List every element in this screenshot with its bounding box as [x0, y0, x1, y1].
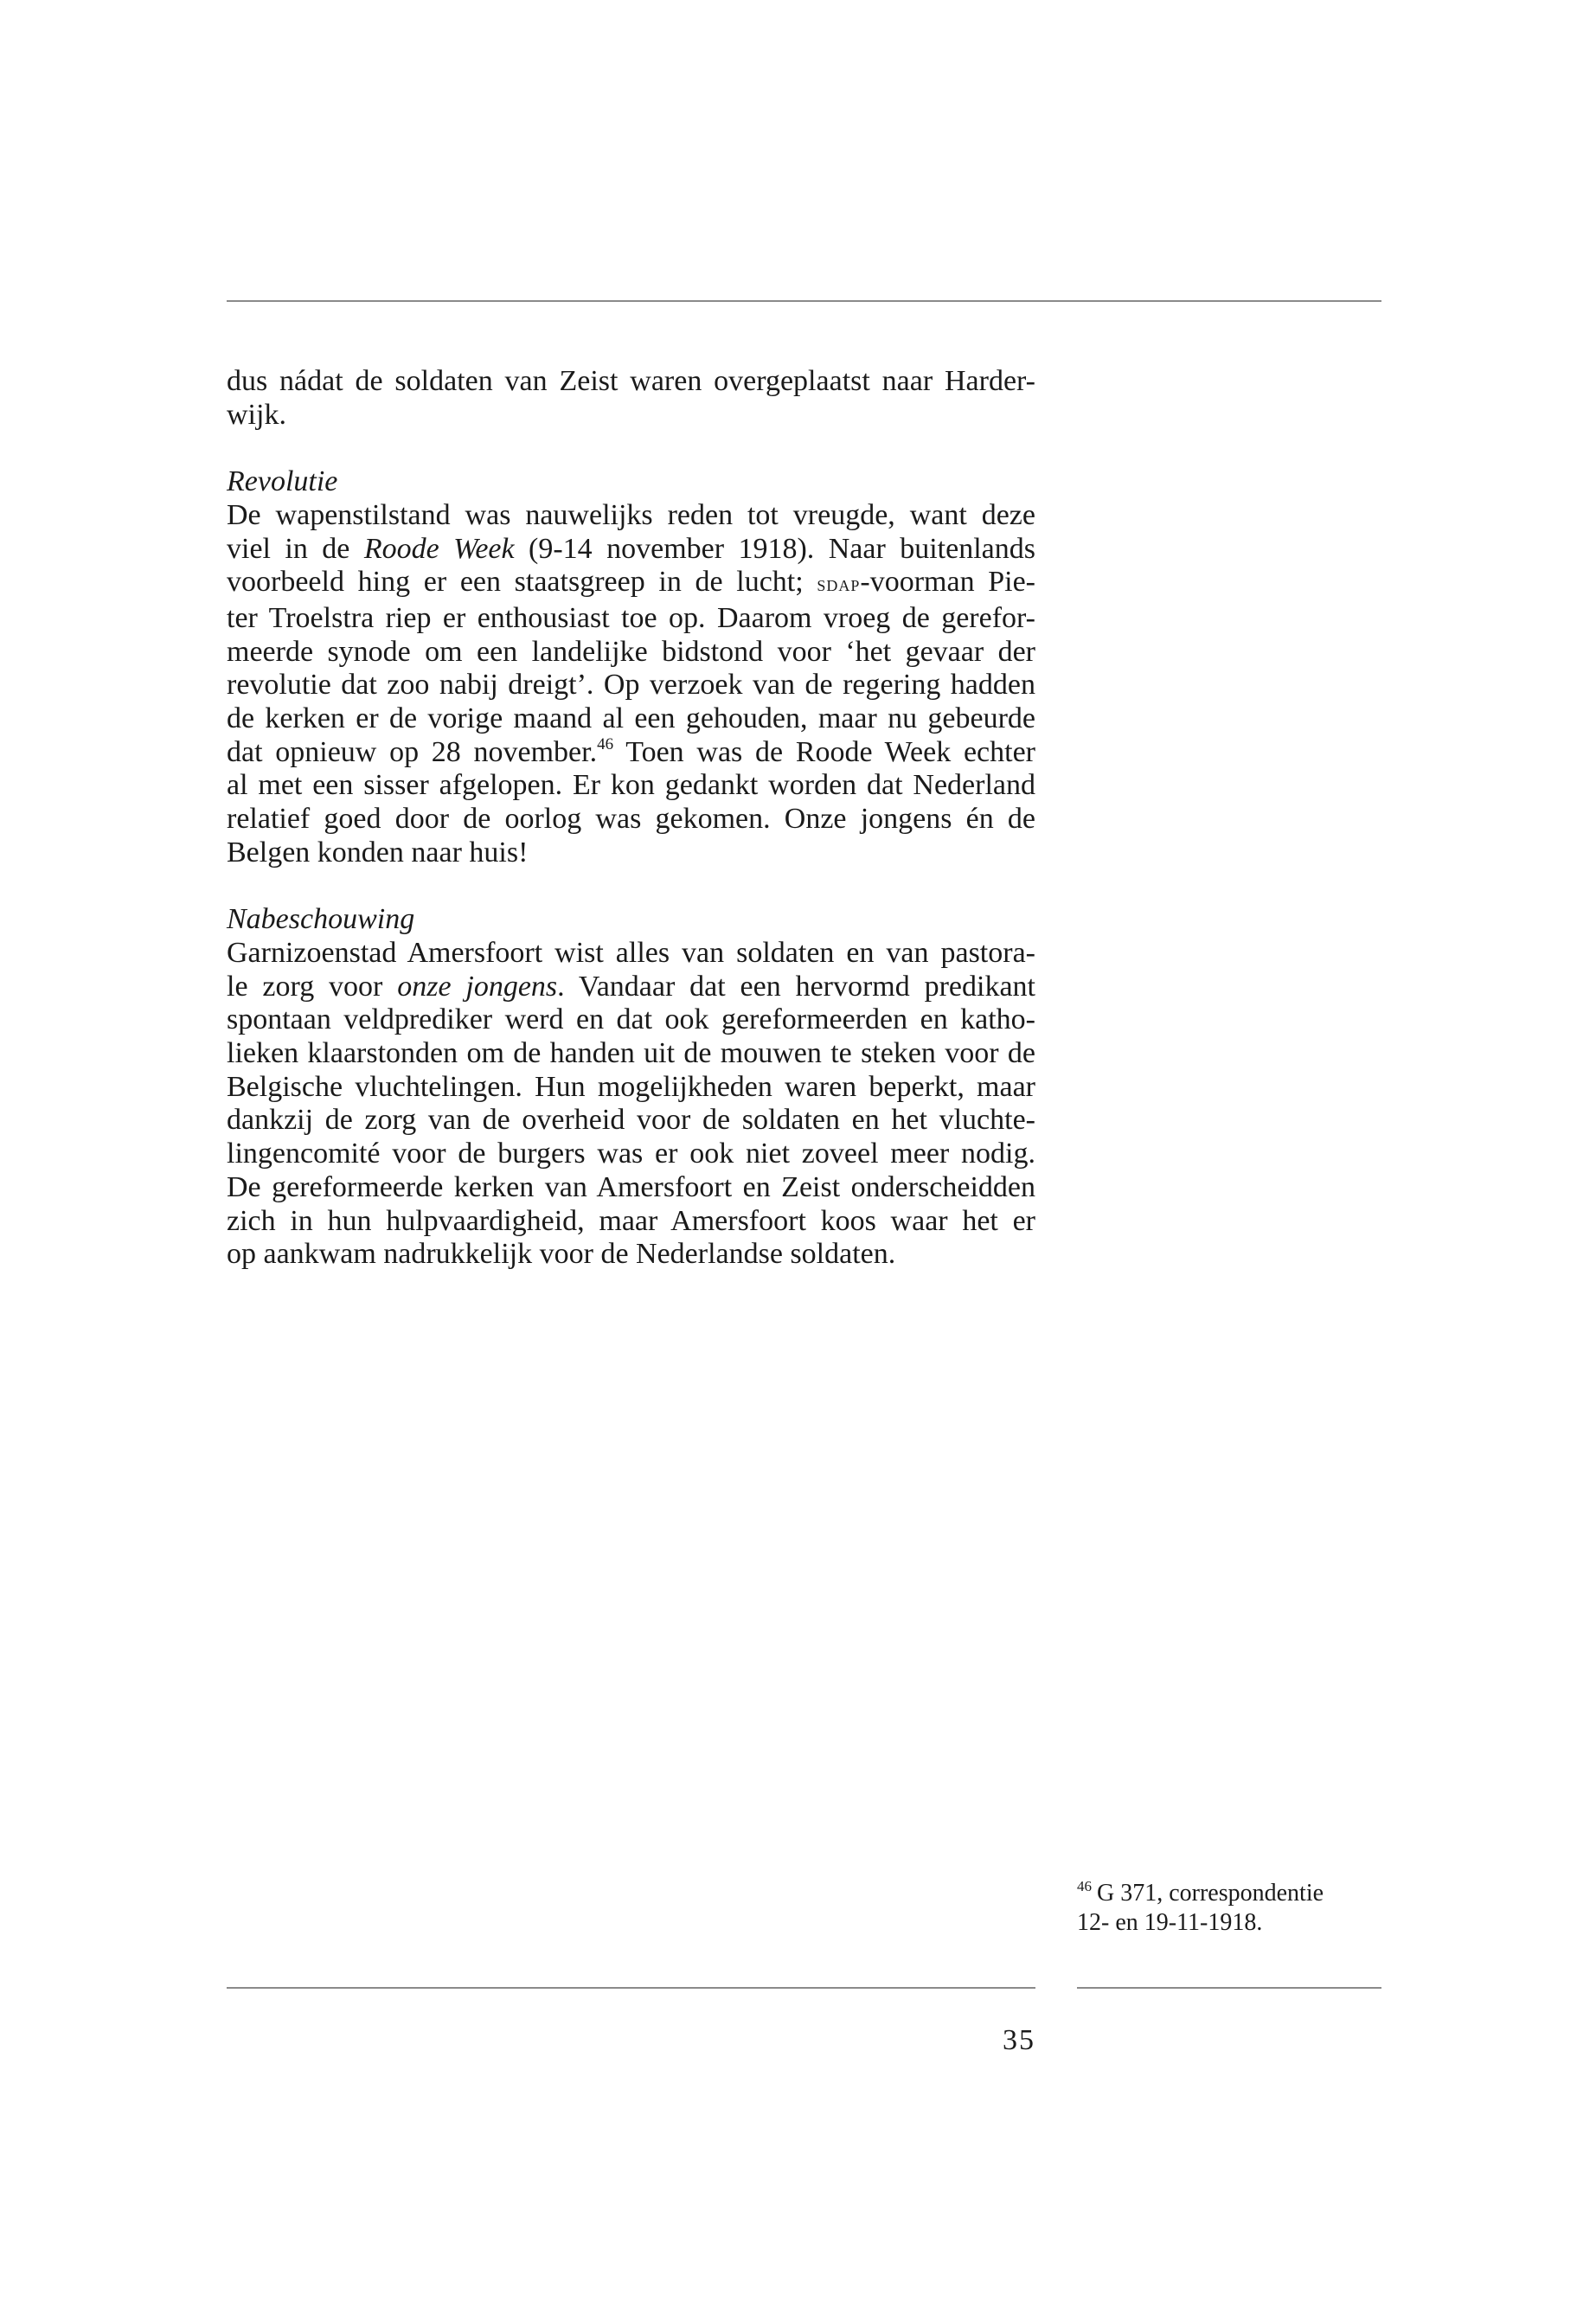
text-run: voorbeeld hing er een staatsgreep in de lucht;: [227, 566, 804, 599]
footnote-line: [1077, 1879, 1388, 1908]
main-text-column: [227, 365, 1035, 1272]
text-line: lieken klaarstonden om de handen uit de mouwen te steken voor de: [227, 1037, 1035, 1070]
page-number: 35: [1003, 2024, 1035, 2056]
bottom-rule-notes: [1077, 1987, 1381, 1989]
text-line: relatief goed door de oorlog was gekomen. Onze jongens én de: [227, 803, 1035, 836]
text-line: Garnizoenstad Amersfoort wist alles van soldaten en van pastora-: [227, 936, 1035, 969]
text-line: meerde synode om een landelijke bidstond voor ‘het gevaar der: [227, 635, 1035, 668]
text-run: -voorman Pie-: [860, 566, 1036, 599]
paragraph-gap: [227, 870, 1035, 904]
text-line: al met een sisser afgelopen. Er kon gedankt worden dat Nederland: [227, 769, 1035, 802]
text-line: ter Troelstra riep er enthousiast toe op. Daarom vroeg de gerefor-: [227, 601, 1035, 634]
section-heading-revolutie: Revolutie: [227, 465, 338, 498]
abbreviation-sdap: sdap: [817, 573, 861, 597]
text-run: (9-14 november 1918). Naar buitenlands: [514, 532, 1035, 565]
text-line: De gereformeerde kerken van Amersfoort en Zeist onderscheidden: [227, 1170, 1035, 1203]
text-run: dat opnieuw op 28 november.: [227, 735, 598, 768]
text-line: Belgische vluchtelingen. Hun mogelijkheden waren beperkt, maar: [227, 1070, 1035, 1103]
text-line: op aankwam nadrukkelijk voor de Nederlandse soldaten.: [227, 1238, 896, 1271]
text-line: dus nádat de soldaten van Zeist waren overgeplaatst naar Harder-: [227, 365, 1035, 397]
footnote-line: 12- en 19-11-1918.: [1077, 1909, 1263, 1936]
footnote-text: G 371, correspondentie: [1097, 1880, 1324, 1907]
text-line: [227, 971, 1035, 1004]
text-run: le zorg voor: [227, 970, 398, 1003]
text-line: [227, 736, 1035, 770]
text-line: [227, 566, 1035, 602]
bottom-rule-main: [227, 1987, 1035, 1989]
text-line: wijk.: [227, 398, 286, 431]
text-run: viel in de: [227, 532, 364, 565]
italic-term: Roode Week: [363, 532, 515, 565]
italic-term: onze jongens: [397, 970, 558, 1003]
footnote-number: 46: [1077, 1878, 1092, 1894]
footnote: [1077, 1879, 1388, 1938]
text-line: de kerken er de vorige maand al een gehouden, maar nu gebeurde: [227, 702, 1035, 735]
text-line: revolutie dat zoo nabij dreigt’. Op verzoek van de regering hadden: [227, 669, 1035, 702]
text-line: Belgen konden naar huis!: [227, 836, 529, 868]
text-line: [227, 533, 1035, 567]
text-run: Toen was de Roode Week echter: [613, 735, 1035, 768]
text-line: lingencomité voor de burgers was er ook niet zoveel meer nodig.: [227, 1138, 1035, 1170]
paragraph-gap: [227, 432, 1035, 465]
text-line: spontaan veldprediker werd en dat ook gereformeerden en katho-: [227, 1003, 1035, 1036]
text-line: zich in hun hulpvaardigheid, maar Amersfoort koos waar het er: [227, 1204, 1035, 1237]
footnote-reference[interactable]: 46: [597, 734, 614, 753]
text-line: dankzij de zorg van de overheid voor de soldaten en het vluchte-: [227, 1104, 1035, 1137]
top-rule: [227, 300, 1381, 302]
text-run: . Vandaar dat een hervormd predikant: [557, 970, 1035, 1003]
section-heading-nabeschouwing: Nabeschouwing: [227, 903, 415, 936]
text-line: De wapenstilstand was nauwelijks reden tot vreugde, want deze: [227, 498, 1035, 531]
